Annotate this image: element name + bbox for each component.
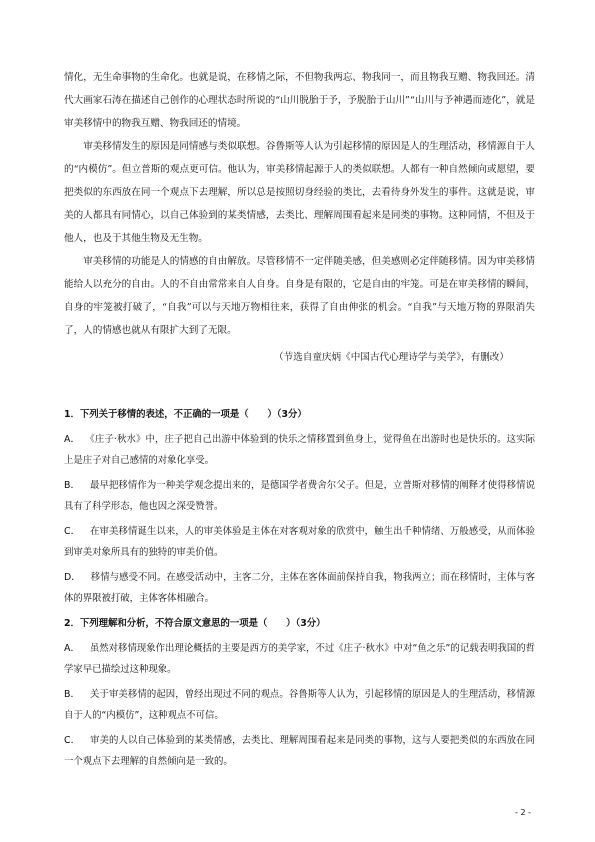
question-1 — [64, 404, 535, 609]
question-1-option-d — [64, 567, 535, 609]
question-section — [64, 404, 535, 776]
option-text: 关于审美移情的起因，曾经出现过不同的观点。谷鲁斯等人认为，引起移情的原因是人的生理活动，移情源自于人的“内模仿”，这种观点不可信。 — [64, 689, 535, 721]
page-number: - 2 - — [515, 808, 531, 817]
passage-paragraph-2: 审美移情发生的原因是同情感与类似联想。谷鲁斯等人认为引起移情的原因是人的生理活动，移情源自于人的“内模仿”。但立普斯的观点更可信。他认为，审美移情起源于人的类似联想。人都有一种自然倾向或愿望，要把类似的东西放在同一个观点下去理解，所以总是按照切身经验的类比，去看待身外发生的事件。这就是说，审美的人都具有同情心，以自己体验到的某类情感，去类比、理解周围看起来是同类的事物。这种同情，不但及于他人，也及于其他生物及无生物。 — [64, 141, 535, 244]
option-letter: A． — [64, 643, 80, 654]
question-2 — [64, 613, 535, 772]
question-1-option-a — [64, 429, 535, 471]
option-text: 虽然对移情现象作出理论概括的主要是西方的美学家，不过《庄子·秋水》中对“鱼之乐”的记载表明我国的哲学家早已描绘过这种现象。 — [64, 643, 535, 675]
option-letter: A． — [64, 434, 81, 445]
option-text: 最早把移情作为一种美学观念提出来的，是德国学者费舍尔父子。但是，立普斯对移情的阐释才使得移情说具有了科学形态，他也因之深受赞誉。 — [64, 480, 535, 512]
option-letter: C． — [64, 526, 81, 537]
option-letter: C． — [64, 735, 81, 746]
reading-passage — [64, 66, 535, 369]
question-2-option-a — [64, 638, 535, 680]
passage-source: （节选自童庆炳《中国古代心理诗学与美学》，有删改） — [273, 352, 509, 363]
question-1-stem: 1．下列关于移情的表述，不正确的一项是（ ）（3分） — [64, 409, 307, 420]
question-2-option-b — [64, 684, 535, 726]
option-letter: D． — [64, 572, 81, 583]
option-text: 在审美移情诞生以来，人的审美体验是主体在对客观对象的欣赏中，触生出千种情绪、万般感受，从而体验到审美对象所具有的独特的审美价值。 — [64, 526, 535, 558]
question-2-option-c — [64, 730, 535, 772]
option-letter: B． — [64, 689, 80, 700]
option-letter: B． — [64, 480, 80, 491]
option-text: 《庄子·秋水》中，庄子把自己出游中体验到的快乐之情移置到鱼身上，觉得鱼在出游时也是快乐的。这实际上是庄子对自己感情的对象化享受。 — [64, 434, 535, 466]
option-text: 审美的人以自己体验到的某类情感，去类比、理解周围看起来是同类的事物，这与人要把类似的东西放在同一个观点下去理解的自然倾向是一致的。 — [64, 735, 535, 767]
question-1-option-b — [64, 475, 535, 517]
question-2-stem: 2．下列理解和分析，不符合原文意思的一项是（ ）（3分） — [64, 618, 326, 629]
question-1-option-c — [64, 521, 535, 563]
passage-paragraph-3: 审美移情的功能是人的情感的自由解放。尽管移情不一定伴随美感，但美感则必定伴随移情。因为审美移情能给人以充分的自由。人的不自由常常来自人自身。自身是有限的，它是自由的牢笼。可是在审美移情的瞬间，自身的牢笼被打破了，“自我”可以与天地万物相往来，获得了自由伸张的机会。“自我”与天地万物的界限消失了，人的情感也就从有限扩大到了无限。 — [64, 256, 535, 336]
option-text: 移情与感受不同。在感受活动中，主客二分，主体在客体面前保持自我，物我两立；而在移情时，主体与客体的界限被打破，主体客体相融合。 — [64, 572, 535, 604]
passage-paragraph-1: 情化，无生命事物的生命化。也就是说，在移情之际，不但物我两忘、物我同一，而且物我互赠、物我回还。清代大画家石涛在描述自己创作的心理状态时所说的“山川脱胎于予，予脱胎于山川”“山川与予神遇而迹化”，就是审美移情中的物我互赠、物我回还的情境。 — [64, 72, 535, 129]
